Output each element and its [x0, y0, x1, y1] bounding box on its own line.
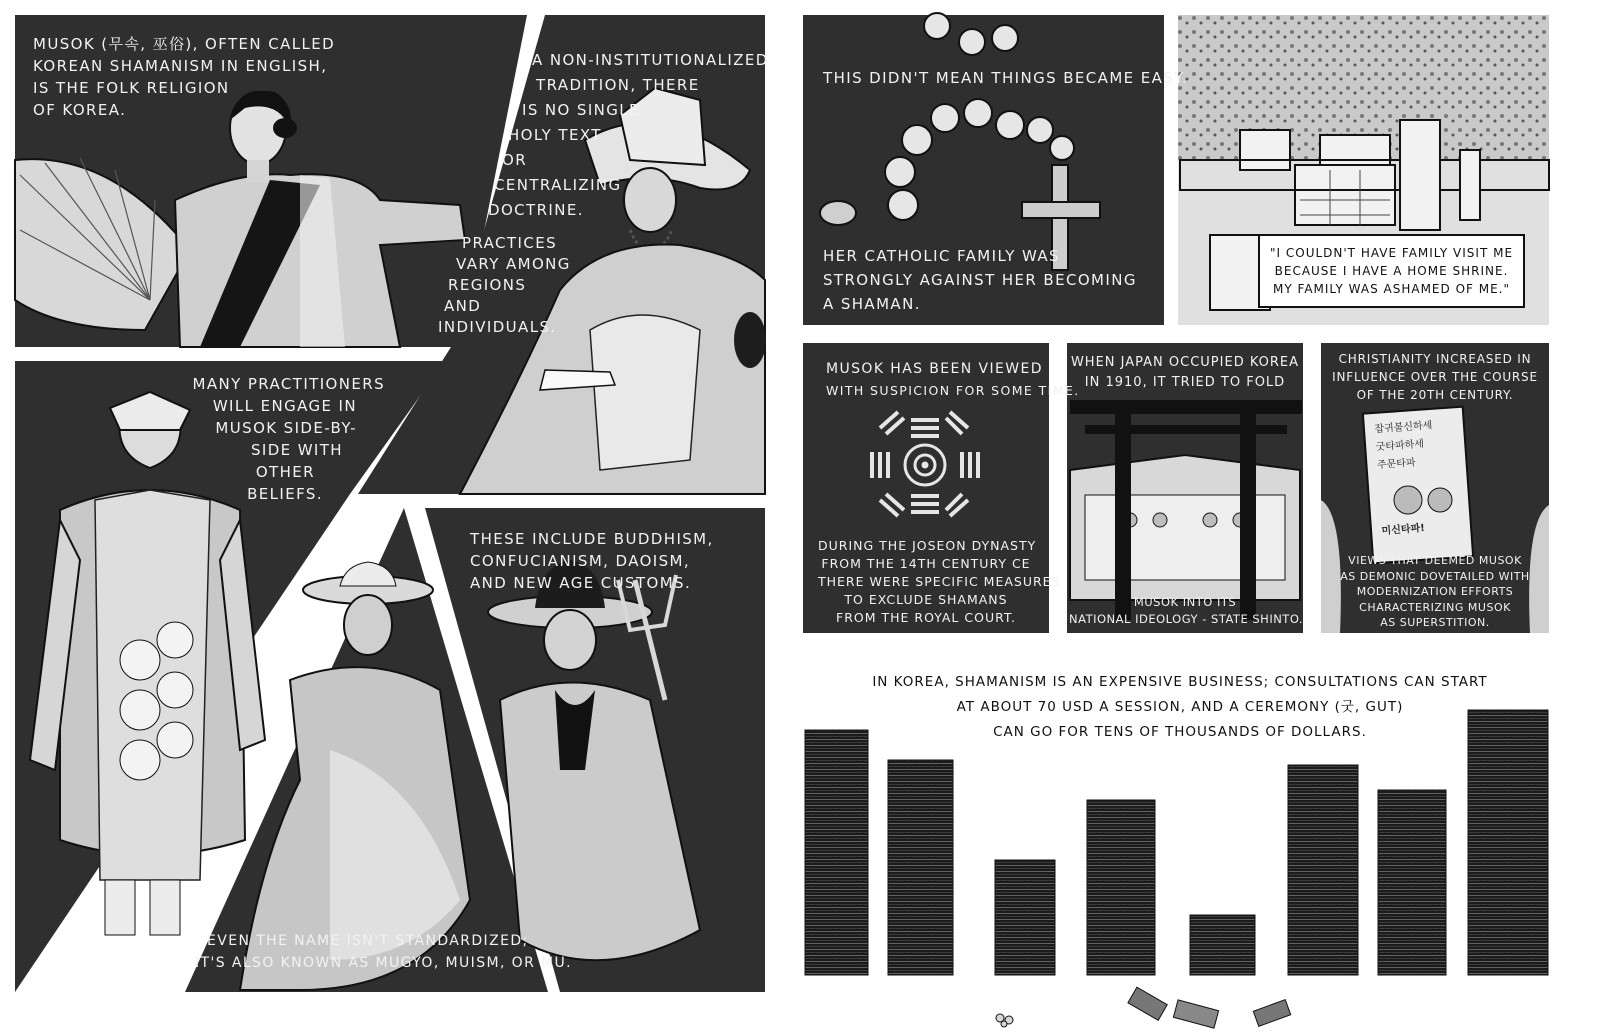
caption-state-shinto — [1069, 594, 1304, 628]
caption-line: REGIONS — [448, 276, 527, 294]
caption-line: OTHER — [255, 463, 315, 481]
caption-demonic — [1323, 553, 1547, 631]
speech-line: MY FAMILY WAS ASHAMED OF ME." — [1273, 282, 1510, 296]
caption-suspicion — [826, 358, 1080, 402]
caption-line: MANY PRACTITIONERS — [192, 375, 385, 393]
poster-text — [1374, 415, 1470, 541]
caption-line: WHEN JAPAN OCCUPIED KOREA — [1070, 355, 1300, 370]
caption-line: THERE WERE SPECIFIC MEASURES — [818, 574, 1061, 589]
poster-line: 미신타파! — [1381, 522, 1426, 537]
poster-line: 주문타파 — [1376, 457, 1416, 472]
caption-line: OR — [502, 151, 528, 169]
caption-name — [195, 930, 572, 974]
caption-expensive-business — [840, 670, 1520, 745]
caption-catholic-family — [823, 244, 1137, 316]
poster-line: 굿타파하세 — [1375, 438, 1425, 454]
caption-line: MUSOK INTO ITS — [1133, 595, 1237, 609]
caption-line: DOCTRINE. — [488, 201, 584, 219]
caption-buddhism — [470, 528, 714, 594]
caption-line: PRACTICES — [462, 234, 557, 252]
caption-line: CONFUCIANISM, DAOISM, — [470, 552, 691, 570]
caption-line: HOLY TEXT — [508, 126, 602, 144]
caption-line: STRONGLY AGAINST HER BECOMING — [823, 271, 1137, 289]
caption-line: HER CATHOLIC FAMILY WAS — [823, 247, 1060, 265]
caption-christianity — [1323, 350, 1547, 404]
caption-line: THESE INCLUDE BUDDHISM, — [470, 530, 714, 548]
caption-line: OF KOREA. — [33, 101, 127, 119]
caption-line: CHARACTERIZING MUSOK — [1359, 600, 1511, 614]
caption-practitioners — [165, 373, 385, 505]
caption-line: BELIEFS. — [247, 485, 323, 503]
caption-line: CHRISTIANITY INCREASED IN — [1338, 352, 1532, 366]
caption-line: AND — [444, 297, 482, 315]
caption-line: MUSOK HAS BEEN VIEWED — [826, 361, 1043, 377]
caption-joseon-dynasty — [818, 537, 1061, 627]
caption-japan-occupied — [1069, 353, 1301, 393]
caption-not-easy: THIS DIDN'T MEAN THINGS BECAME EASY. — [823, 69, 1188, 87]
money-stacks-illustration — [805, 710, 1548, 1028]
caption-line: CENTRALIZING — [494, 176, 622, 194]
caption-line: A SHAMAN. — [823, 295, 921, 313]
caption-line: WITH SUSPICION FOR SOME TIME. — [826, 383, 1080, 398]
caption-line: VIEWS THAT DEEMED MUSOK — [1348, 554, 1522, 567]
caption-line: IN 1910, IT TRIED TO FOLD — [1084, 375, 1286, 390]
caption-line: TRADITION, THERE — [536, 76, 700, 94]
caption-line: IS NO SINGLE — [522, 101, 640, 119]
caption-line: MUSOK (무속, 巫俗), OFTEN CALLED — [33, 35, 336, 53]
caption-line: VARY AMONG — [456, 255, 571, 273]
poster-line: 잡귀불신하세 — [1374, 420, 1433, 436]
caption-musok-intro — [33, 33, 335, 121]
speech-bubble-shrine — [1258, 234, 1525, 308]
caption-line: MUSOK SIDE-BY- — [215, 419, 357, 437]
torii-gate-illustration — [1070, 400, 1302, 620]
caption-line: IN KOREA, SHAMANISM IS AN EXPENSIVE BUSINESS; CONSULTATIONS CAN START — [872, 674, 1488, 690]
caption-line: IT'S ALSO KNOWN AS MUGYO, MUISM, OR MU. — [195, 955, 573, 971]
caption-line: AS DEMONIC DOVETAILED WITH — [1340, 569, 1530, 583]
caption-line: IS THE FOLK RELIGION — [33, 79, 230, 97]
caption-line: TO EXCLUDE SHAMANS — [844, 592, 1008, 607]
caption-line: NATIONAL IDEOLOGY - STATE SHINTO. — [1069, 612, 1304, 626]
caption-line: AT ABOUT 70 USD A SESSION, AND A CEREMONY (굿, GUT) — [956, 699, 1404, 715]
caption-line: KOREAN SHAMANISM IN ENGLISH, — [33, 57, 328, 75]
caption-line: FROM THE ROYAL COURT. — [836, 610, 1016, 625]
caption-non-institutional — [488, 48, 769, 223]
caption-line: AND NEW AGE CUSTOMS. — [470, 574, 692, 592]
caption-line: CAN GO FOR TENS OF THOUSANDS OF DOLLARS. — [993, 724, 1367, 740]
caption-line: AS SUPERSTITION. — [1380, 616, 1490, 629]
caption-line: INFLUENCE OVER THE COURSE — [1332, 370, 1538, 384]
speech-line: "I COULDN'T HAVE FAMILY VISIT ME — [1270, 246, 1514, 260]
caption-line: A NON-INSTITUTIONALIZED — [532, 51, 769, 69]
caption-line: DURING THE JOSEON DYNASTY — [818, 538, 1037, 553]
caption-line: EVEN THE NAME ISN'T STANDARDIZED; — [207, 933, 529, 949]
caption-line: WILL ENGAGE IN — [212, 397, 357, 415]
caption-line: INDIVIDUALS. — [438, 318, 557, 336]
caption-line: SIDE WITH — [250, 441, 343, 459]
speech-line: BECAUSE I HAVE A HOME SHRINE. — [1274, 264, 1509, 278]
caption-line: OF THE 20TH CENTURY. — [1356, 388, 1514, 402]
caption-line: MODERNIZATION EFFORTS — [1356, 585, 1514, 598]
caption-line: FROM THE 14TH CENTURY CE — [821, 556, 1031, 571]
caption-practices — [440, 233, 571, 338]
